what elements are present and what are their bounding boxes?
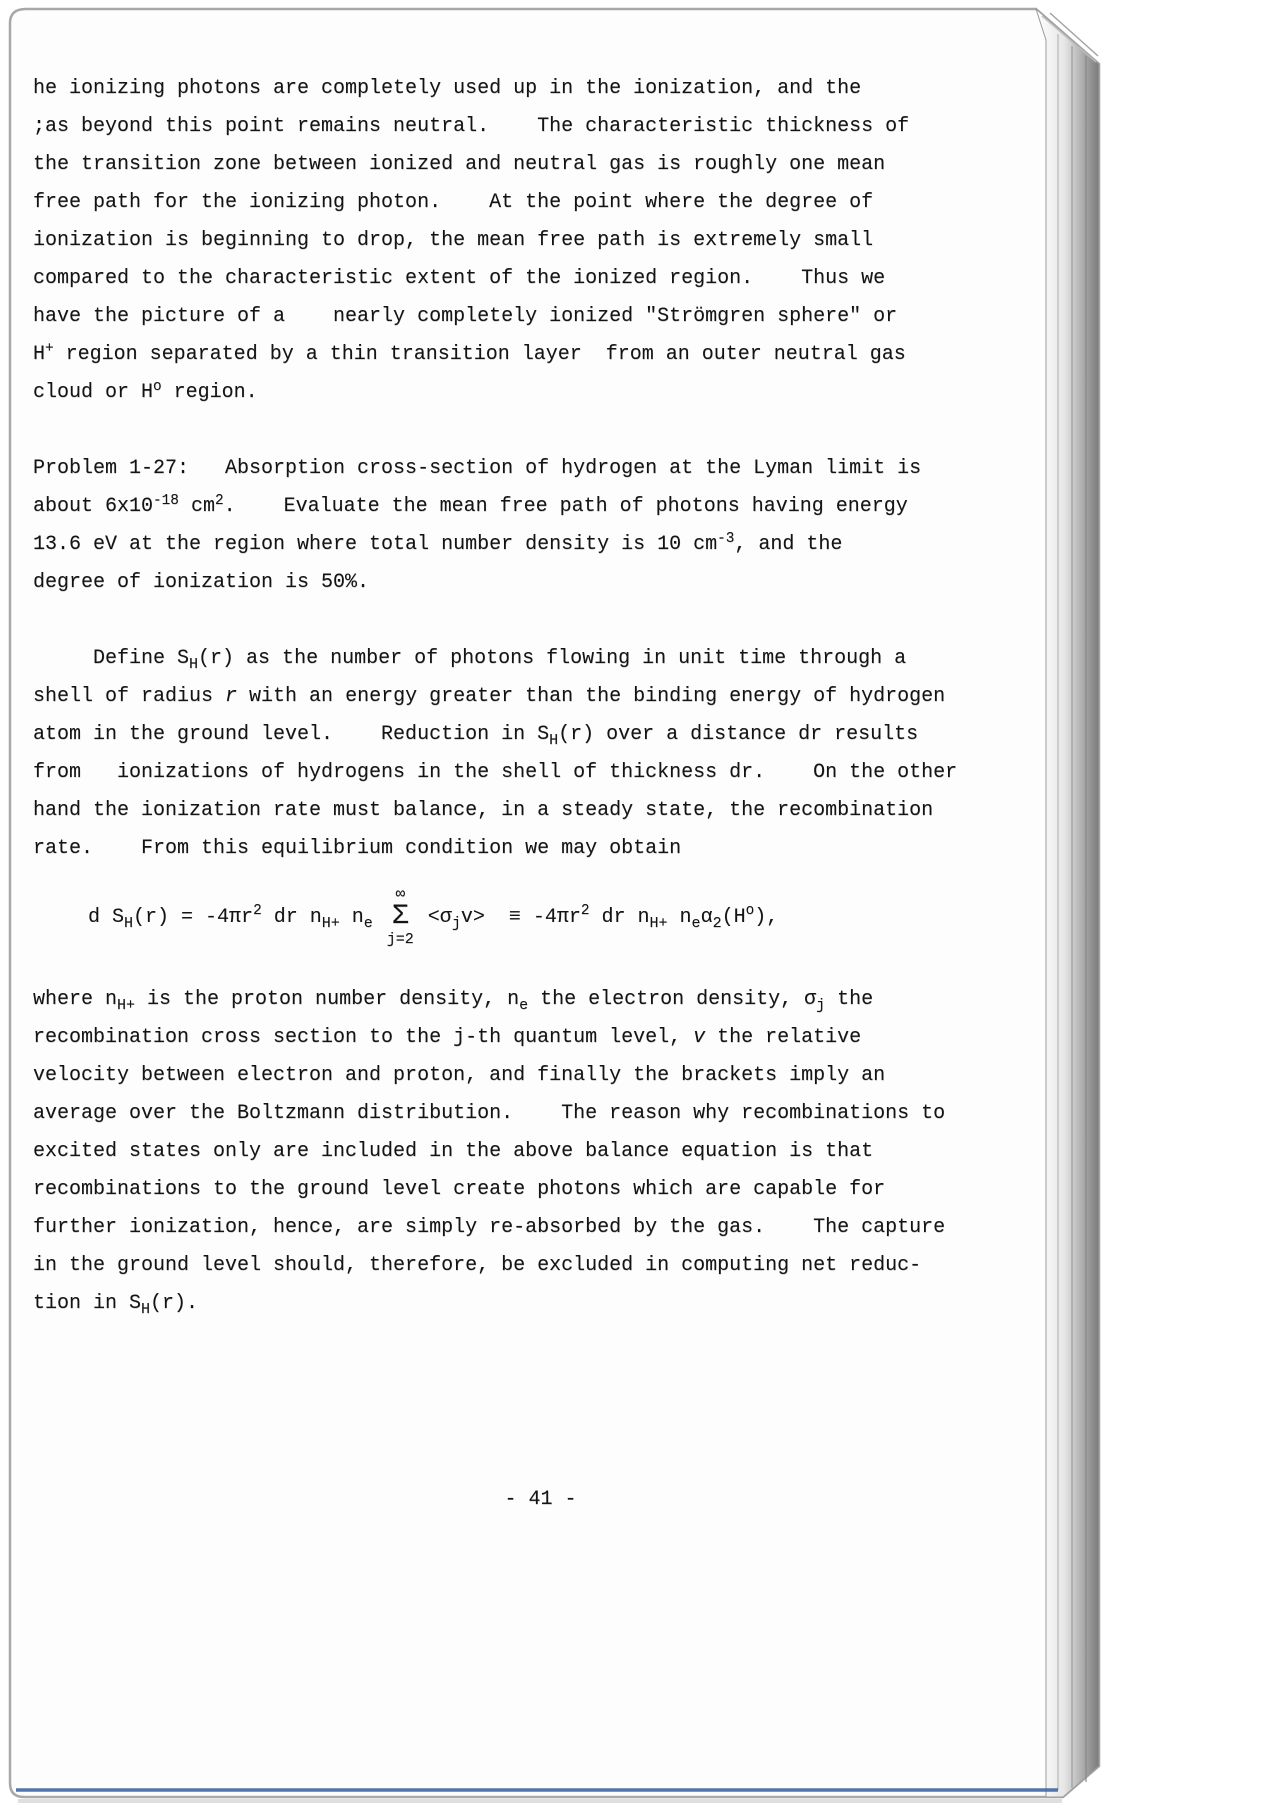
text-line: Define $S_H(r)$ as the number of photons flowing in unit time through a [33,647,907,673]
text-line: where $n_{H+}$ is the proton number density, $n_e$ the electron density, $\sigma_j$ the [33,988,874,1014]
text-line: he ionizing photons are completely used up in the ionization, and the [33,77,862,100]
paragraph-problem [33,450,1008,602]
text-line: recombination cross section to the j-th quantum level, v the relative [33,1026,862,1049]
text-line: free path for the ionizing photon. At the point where the degree of [33,191,874,214]
text-line: ;as beyond this point remains neutral. The characteristic thickness of [33,115,910,138]
text-line: in the ground level should, therefore, be excluded in computing net reduc- [33,1254,922,1277]
text-line: cloud or $H^o$ region. [33,378,258,404]
paragraph-where [33,981,1008,1323]
text-line: further ionization, hence, are simply re-absorbed by the gas. The capture [33,1216,946,1239]
text-line: from ionizations of hydrogens in the shell of thickness dr. On the other [33,761,958,784]
text-line: tion in $S_H(r)$. [33,1292,199,1318]
text-line: the transition zone between ionized and neutral gas is roughly one mean [33,153,886,176]
paragraph-intro [33,70,1008,412]
text-line: ionization is beginning to drop, the mean free path is extremely small [33,229,874,252]
text-line: 13.6 eV at the region where total number density is 10 $cm^{-3}$, and the [33,530,843,556]
text-line: rate. From this equilibrium condition we may obtain [33,837,682,860]
text-line: have the picture of a nearly completely ionized "Strömgren sphere" or [33,305,898,328]
text-line: degree of ionization is 50%. [33,571,370,594]
paragraph-define [33,640,1008,868]
text-line: atom in the ground level. Reduction in $S_H(r)$ over a distance dr results [33,723,919,749]
text-line: hand the ionization rate must balance, in a steady state, the recombination [33,799,934,822]
text-line: about $6x10^{-18}$ $cm^2$. Evaluate the mean free path of photons having energy [33,492,908,518]
summation-symbol: ∞ Σ j=2 [386,885,414,948]
equation: d $S_H(r) = -4\pi r^2$ dr $n_{H+}$ $n_e$ ∞ Σ j=2 $<\sigma_jv> \equiv -4\pi r^2$ dr $n_{H+}$ $n_e\alpha_2(H^o)$, [88,885,779,948]
text-line: Problem 1-27: Absorption cross-section of hydrogen at the Lyman limit is [33,457,922,480]
page-content [33,70,1008,1511]
text-line: H+ region separated by a thin transition layer from an outer neutral gas [33,340,906,366]
text-line: average over the Boltzmann distribution. The reason why recombinations to [33,1102,946,1125]
text-line: excited states only are included in the above balance equation is that [33,1140,874,1163]
page-number: - 41 - [504,1488,577,1511]
text-line: velocity between electron and proton, and finally the brackets imply an [33,1064,886,1087]
text-line: shell of radius r with an energy greater than the binding energy of hydrogen [33,685,946,708]
text-line: compared to the characteristic extent of the ionized region. Thus we [33,267,886,290]
text-line: recombinations to the ground level create photons which are capable for [33,1178,886,1201]
